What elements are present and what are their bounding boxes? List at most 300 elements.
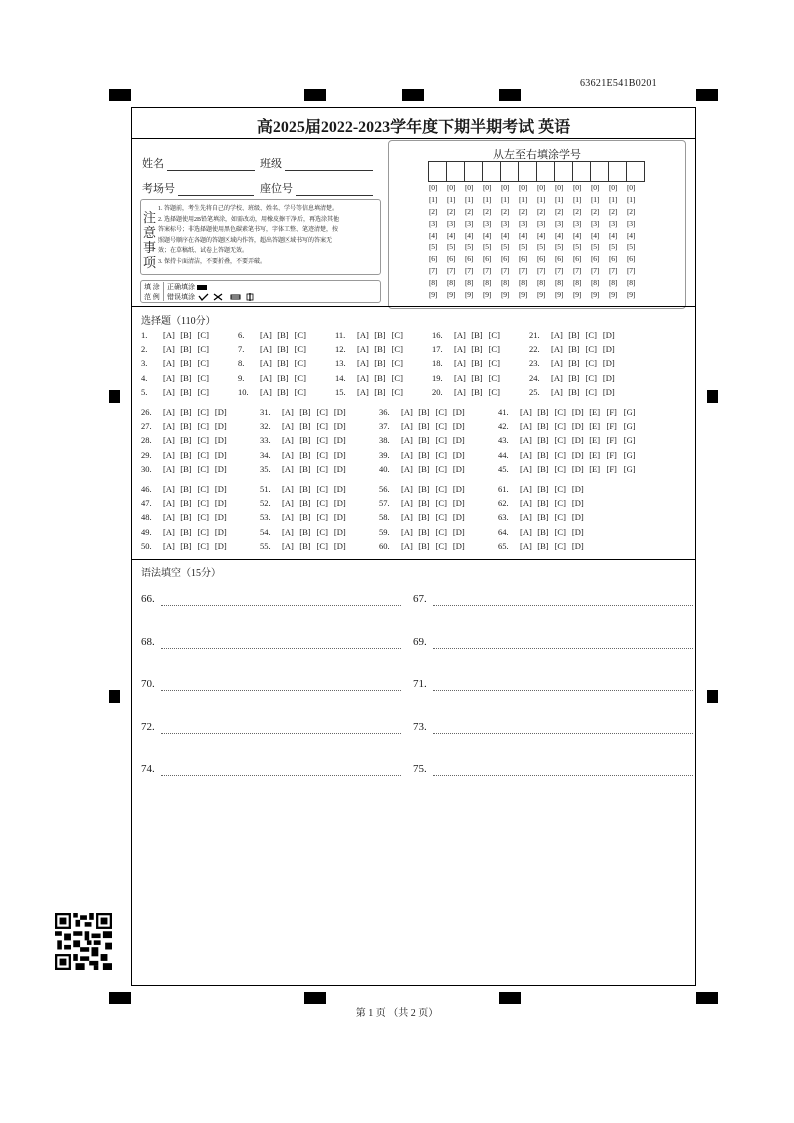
option-bubble-b[interactable]: [B] — [374, 330, 386, 340]
option-bubble-b[interactable]: [B] — [180, 463, 192, 474]
option-bubble-d[interactable]: [D] — [571, 484, 584, 494]
option-bubble-a[interactable]: [A] — [551, 344, 563, 355]
option-bubble-c[interactable]: [C] — [316, 407, 328, 417]
option-bubble-a[interactable]: [A] — [520, 463, 532, 474]
option-bubble-c[interactable]: [C] — [197, 435, 209, 446]
option-bubble-d[interactable]: [D] — [571, 435, 584, 446]
option-bubble-d[interactable]: [D] — [602, 386, 615, 397]
option-bubble-b[interactable]: [B] — [471, 330, 483, 340]
option-bubble-f[interactable]: [F] — [606, 421, 617, 432]
option-bubble-d[interactable]: [D] — [452, 484, 465, 494]
option-bubble-g[interactable]: [G] — [623, 435, 636, 446]
option-bubble-d[interactable]: [D] — [452, 512, 465, 523]
option-bubble-a[interactable]: [A] — [357, 372, 369, 383]
option-bubble-c[interactable]: [C] — [435, 484, 447, 494]
option-bubble-c[interactable]: [C] — [316, 449, 328, 460]
option-bubble-c[interactable]: [C] — [554, 498, 566, 509]
option-bubble-c[interactable]: [C] — [197, 421, 209, 432]
option-bubble-c[interactable]: [C] — [197, 372, 209, 383]
option-bubble-a[interactable]: [A] — [163, 372, 175, 383]
digit-bubble[interactable]: [2] — [555, 206, 564, 216]
option-bubble-b[interactable]: [B] — [374, 372, 386, 383]
option-bubble-d[interactable]: [D] — [333, 540, 346, 551]
option-bubble-d[interactable]: [D] — [214, 512, 227, 523]
option-bubble-e[interactable]: [E] — [589, 421, 601, 432]
option-bubble-d[interactable]: [D] — [452, 407, 465, 417]
option-bubble-b[interactable]: [B] — [471, 358, 483, 369]
option-bubble-f[interactable]: [F] — [606, 463, 617, 474]
option-bubble-c[interactable]: [C] — [391, 372, 403, 383]
option-bubble-c[interactable]: [C] — [554, 512, 566, 523]
option-bubble-b[interactable]: [B] — [418, 463, 430, 474]
student-id-cell[interactable] — [482, 161, 501, 182]
digit-bubble[interactable]: [4] — [483, 230, 492, 240]
seat-line[interactable] — [296, 184, 373, 196]
digit-bubble[interactable]: [5] — [501, 242, 510, 252]
option-bubble-d[interactable]: [D] — [571, 498, 584, 509]
option-bubble-b[interactable]: [B] — [180, 449, 192, 460]
digit-bubble[interactable]: [3] — [627, 218, 636, 228]
option-bubble-d[interactable]: [D] — [214, 484, 227, 494]
option-bubble-a[interactable]: [A] — [282, 498, 294, 509]
option-bubble-b[interactable]: [B] — [180, 344, 192, 355]
option-bubble-b[interactable]: [B] — [537, 484, 549, 494]
digit-bubble[interactable]: [4] — [501, 230, 510, 240]
option-bubble-a[interactable]: [A] — [401, 512, 413, 523]
option-bubble-c[interactable]: [C] — [197, 540, 209, 551]
option-bubble-c[interactable]: [C] — [316, 512, 328, 523]
digit-bubble[interactable]: [8] — [483, 278, 492, 288]
digit-bubble[interactable]: [5] — [483, 242, 492, 252]
digit-bubble[interactable]: [6] — [519, 254, 528, 264]
option-bubble-a[interactable]: [A] — [401, 526, 413, 537]
digit-bubble[interactable]: [8] — [627, 278, 636, 288]
digit-bubble[interactable]: [0] — [609, 183, 618, 192]
option-bubble-c[interactable]: [C] — [488, 330, 500, 340]
option-bubble-d[interactable]: [D] — [333, 421, 346, 432]
option-bubble-d[interactable]: [D] — [452, 498, 465, 509]
digit-bubble[interactable]: [0] — [573, 183, 582, 192]
digit-bubble[interactable]: [8] — [537, 278, 546, 288]
option-bubble-a[interactable]: [A] — [401, 435, 413, 446]
option-bubble-c[interactable]: [C] — [435, 526, 447, 537]
option-bubble-b[interactable]: [B] — [180, 498, 192, 509]
option-bubble-c[interactable]: [C] — [391, 386, 403, 397]
option-bubble-a[interactable]: [A] — [163, 449, 175, 460]
option-bubble-c[interactable]: [C] — [585, 330, 597, 340]
option-bubble-b[interactable]: [B] — [418, 435, 430, 446]
option-bubble-c[interactable]: [C] — [554, 421, 566, 432]
option-bubble-d[interactable]: [D] — [214, 435, 227, 446]
student-id-cell[interactable] — [626, 161, 645, 182]
digit-bubble[interactable]: [1] — [627, 194, 636, 204]
option-bubble-b[interactable]: [B] — [418, 484, 430, 494]
option-bubble-a[interactable]: [A] — [520, 407, 532, 417]
option-bubble-a[interactable]: [A] — [357, 344, 369, 355]
option-bubble-a[interactable]: [A] — [282, 407, 294, 417]
digit-bubble[interactable]: [8] — [429, 278, 438, 288]
digit-bubble[interactable]: [1] — [591, 194, 600, 204]
option-bubble-a[interactable]: [A] — [520, 498, 532, 509]
option-bubble-b[interactable]: [B] — [471, 344, 483, 355]
option-bubble-d[interactable]: [D] — [214, 421, 227, 432]
digit-bubble[interactable]: [9] — [483, 290, 492, 300]
option-bubble-a[interactable]: [A] — [163, 526, 175, 537]
digit-bubble[interactable]: [1] — [519, 194, 528, 204]
option-bubble-a[interactable]: [A] — [454, 358, 466, 369]
digit-bubble[interactable]: [8] — [465, 278, 474, 288]
option-bubble-d[interactable]: [D] — [333, 498, 346, 509]
digit-bubble[interactable]: [3] — [447, 218, 456, 228]
option-bubble-c[interactable]: [C] — [197, 344, 209, 355]
digit-bubble[interactable]: [3] — [591, 218, 600, 228]
option-bubble-c[interactable]: [C] — [197, 512, 209, 523]
option-bubble-f[interactable]: [F] — [606, 435, 617, 446]
digit-bubble[interactable]: [0] — [447, 183, 456, 192]
option-bubble-d[interactable]: [D] — [214, 449, 227, 460]
digit-bubble[interactable]: [1] — [465, 194, 474, 204]
option-bubble-a[interactable]: [A] — [401, 484, 413, 494]
option-bubble-b[interactable]: [B] — [299, 449, 311, 460]
option-bubble-c[interactable]: [C] — [435, 421, 447, 432]
digit-bubble[interactable]: [6] — [537, 254, 546, 264]
option-bubble-d[interactable]: [D] — [452, 463, 465, 474]
option-bubble-c[interactable]: [C] — [554, 407, 566, 417]
digit-bubble[interactable]: [7] — [609, 266, 618, 276]
digit-bubble[interactable]: [5] — [573, 242, 582, 252]
digit-bubble[interactable]: [4] — [519, 230, 528, 240]
grammar-answer-line[interactable] — [161, 648, 401, 649]
digit-bubble[interactable]: [0] — [483, 183, 492, 192]
option-bubble-a[interactable]: [A] — [357, 386, 369, 397]
digit-bubble[interactable]: [8] — [609, 278, 618, 288]
option-bubble-a[interactable]: [A] — [282, 540, 294, 551]
option-bubble-a[interactable]: [A] — [551, 386, 563, 397]
option-bubble-b[interactable]: [B] — [418, 540, 430, 551]
option-bubble-a[interactable]: [A] — [282, 421, 294, 432]
option-bubble-d[interactable]: [D] — [214, 526, 227, 537]
grammar-answer-line[interactable] — [433, 733, 693, 734]
digit-bubble[interactable]: [1] — [483, 194, 492, 204]
digit-bubble[interactable]: [9] — [555, 290, 564, 300]
option-bubble-a[interactable]: [A] — [260, 386, 272, 397]
option-bubble-d[interactable]: [D] — [214, 540, 227, 551]
digit-bubble[interactable]: [6] — [555, 254, 564, 264]
option-bubble-c[interactable]: [C] — [435, 498, 447, 509]
option-bubble-a[interactable]: [A] — [163, 421, 175, 432]
option-bubble-c[interactable]: [C] — [197, 526, 209, 537]
digit-bubble[interactable]: [0] — [555, 183, 564, 192]
option-bubble-c[interactable]: [C] — [294, 344, 306, 355]
digit-bubble[interactable]: [2] — [447, 206, 456, 216]
option-bubble-d[interactable]: [D] — [333, 463, 346, 474]
digit-bubble[interactable]: [2] — [519, 206, 528, 216]
grammar-answer-line[interactable] — [161, 605, 401, 606]
option-bubble-a[interactable]: [A] — [520, 512, 532, 523]
option-bubble-a[interactable]: [A] — [163, 358, 175, 369]
digit-bubble[interactable]: [1] — [609, 194, 618, 204]
digit-bubble[interactable]: [1] — [429, 194, 438, 204]
option-bubble-d[interactable]: [D] — [602, 372, 615, 383]
option-bubble-a[interactable]: [A] — [357, 330, 369, 340]
digit-bubble[interactable]: [8] — [447, 278, 456, 288]
option-bubble-a[interactable]: [A] — [163, 540, 175, 551]
option-bubble-g[interactable]: [G] — [623, 463, 636, 474]
option-bubble-b[interactable]: [B] — [299, 484, 311, 494]
option-bubble-a[interactable]: [A] — [454, 344, 466, 355]
option-bubble-b[interactable]: [B] — [537, 498, 549, 509]
option-bubble-c[interactable]: [C] — [197, 407, 209, 417]
option-bubble-d[interactable]: [D] — [452, 435, 465, 446]
digit-bubble[interactable]: [3] — [483, 218, 492, 228]
option-bubble-b[interactable]: [B] — [299, 540, 311, 551]
option-bubble-b[interactable]: [B] — [277, 358, 289, 369]
option-bubble-a[interactable]: [A] — [401, 449, 413, 460]
option-bubble-a[interactable]: [A] — [163, 407, 175, 417]
digit-bubble[interactable]: [9] — [429, 290, 438, 300]
option-bubble-a[interactable]: [A] — [401, 407, 413, 417]
option-bubble-c[interactable]: [C] — [435, 449, 447, 460]
option-bubble-b[interactable]: [B] — [568, 358, 580, 369]
option-bubble-c[interactable]: [C] — [488, 372, 500, 383]
option-bubble-b[interactable]: [B] — [418, 407, 430, 417]
option-bubble-d[interactable]: [D] — [452, 449, 465, 460]
option-bubble-a[interactable]: [A] — [551, 372, 563, 383]
option-bubble-d[interactable]: [D] — [452, 421, 465, 432]
option-bubble-d[interactable]: [D] — [571, 512, 584, 523]
digit-bubble[interactable]: [4] — [429, 230, 438, 240]
option-bubble-c[interactable]: [C] — [316, 463, 328, 474]
option-bubble-b[interactable]: [B] — [180, 386, 192, 397]
option-bubble-c[interactable]: [C] — [316, 421, 328, 432]
option-bubble-c[interactable]: [C] — [316, 540, 328, 551]
option-bubble-b[interactable]: [B] — [180, 526, 192, 537]
option-bubble-b[interactable]: [B] — [568, 344, 580, 355]
option-bubble-c[interactable]: [C] — [554, 435, 566, 446]
option-bubble-c[interactable]: [C] — [294, 372, 306, 383]
digit-bubble[interactable]: [9] — [501, 290, 510, 300]
digit-bubble[interactable]: [1] — [555, 194, 564, 204]
option-bubble-f[interactable]: [F] — [606, 449, 617, 460]
option-bubble-b[interactable]: [B] — [180, 512, 192, 523]
option-bubble-d[interactable]: [D] — [333, 484, 346, 494]
option-bubble-b[interactable]: [B] — [299, 463, 311, 474]
option-bubble-g[interactable]: [G] — [623, 421, 636, 432]
digit-bubble[interactable]: [7] — [465, 266, 474, 276]
option-bubble-d[interactable]: [D] — [571, 407, 584, 417]
option-bubble-a[interactable]: [A] — [163, 344, 175, 355]
option-bubble-c[interactable]: [C] — [391, 358, 403, 369]
digit-bubble[interactable]: [5] — [519, 242, 528, 252]
option-bubble-c[interactable]: [C] — [554, 484, 566, 494]
digit-bubble[interactable]: [6] — [591, 254, 600, 264]
student-id-cell[interactable] — [428, 161, 447, 182]
digit-bubble[interactable]: [5] — [447, 242, 456, 252]
student-id-cell[interactable] — [536, 161, 555, 182]
option-bubble-b[interactable]: [B] — [277, 372, 289, 383]
option-bubble-b[interactable]: [B] — [180, 407, 192, 417]
digit-bubble[interactable]: [3] — [501, 218, 510, 228]
option-bubble-a[interactable]: [A] — [401, 540, 413, 551]
digit-bubble[interactable]: [7] — [627, 266, 636, 276]
digit-bubble[interactable]: [8] — [501, 278, 510, 288]
option-bubble-b[interactable]: [B] — [568, 330, 580, 340]
option-bubble-c[interactable]: [C] — [316, 526, 328, 537]
digit-bubble[interactable]: [1] — [501, 194, 510, 204]
student-id-cell[interactable] — [446, 161, 465, 182]
option-bubble-f[interactable]: [F] — [606, 407, 617, 417]
option-bubble-a[interactable]: [A] — [401, 463, 413, 474]
option-bubble-b[interactable]: [B] — [418, 421, 430, 432]
exam-room-field[interactable] — [142, 180, 254, 196]
digit-bubble[interactable]: [9] — [627, 290, 636, 300]
digit-bubble[interactable]: [4] — [591, 230, 600, 240]
option-bubble-a[interactable]: [A] — [282, 484, 294, 494]
option-bubble-c[interactable]: [C] — [197, 463, 209, 474]
digit-bubble[interactable]: [4] — [573, 230, 582, 240]
class-line[interactable] — [285, 159, 373, 171]
option-bubble-c[interactable]: [C] — [435, 463, 447, 474]
digit-bubble[interactable]: [3] — [555, 218, 564, 228]
option-bubble-d[interactable]: [D] — [452, 540, 465, 551]
option-bubble-b[interactable]: [B] — [537, 435, 549, 446]
digit-bubble[interactable]: [4] — [537, 230, 546, 240]
option-bubble-c[interactable]: [C] — [585, 358, 597, 369]
option-bubble-b[interactable]: [B] — [277, 344, 289, 355]
option-bubble-c[interactable]: [C] — [391, 344, 403, 355]
option-bubble-a[interactable]: [A] — [260, 344, 272, 355]
digit-bubble[interactable]: [6] — [465, 254, 474, 264]
option-bubble-d[interactable]: [D] — [333, 407, 346, 417]
option-bubble-b[interactable]: [B] — [180, 421, 192, 432]
option-bubble-c[interactable]: [C] — [488, 358, 500, 369]
grammar-answer-line[interactable] — [433, 775, 693, 776]
digit-bubble[interactable]: [0] — [429, 183, 438, 192]
option-bubble-b[interactable]: [B] — [299, 407, 311, 417]
option-bubble-a[interactable]: [A] — [282, 463, 294, 474]
option-bubble-c[interactable]: [C] — [435, 407, 447, 417]
digit-bubble[interactable]: [4] — [447, 230, 456, 240]
digit-bubble[interactable]: [2] — [591, 206, 600, 216]
option-bubble-b[interactable]: [B] — [299, 498, 311, 509]
option-bubble-d[interactable]: [D] — [333, 435, 346, 446]
option-bubble-b[interactable]: [B] — [537, 421, 549, 432]
option-bubble-c[interactable]: [C] — [316, 498, 328, 509]
option-bubble-c[interactable]: [C] — [294, 358, 306, 369]
option-bubble-d[interactable]: [D] — [452, 526, 465, 537]
option-bubble-b[interactable]: [B] — [299, 512, 311, 523]
option-bubble-e[interactable]: [E] — [589, 435, 601, 446]
option-bubble-b[interactable]: [B] — [299, 421, 311, 432]
option-bubble-c[interactable]: [C] — [554, 526, 566, 537]
option-bubble-b[interactable]: [B] — [537, 512, 549, 523]
digit-bubble[interactable]: [2] — [609, 206, 618, 216]
option-bubble-c[interactable]: [C] — [197, 386, 209, 397]
option-bubble-b[interactable]: [B] — [537, 526, 549, 537]
digit-bubble[interactable]: [7] — [519, 266, 528, 276]
digit-bubble[interactable]: [8] — [555, 278, 564, 288]
class-field[interactable] — [260, 155, 373, 171]
option-bubble-b[interactable]: [B] — [180, 330, 192, 340]
option-bubble-b[interactable]: [B] — [471, 386, 483, 397]
digit-bubble[interactable]: [9] — [447, 290, 456, 300]
digit-bubble[interactable]: [4] — [555, 230, 564, 240]
grammar-answer-line[interactable] — [161, 775, 401, 776]
digit-bubble[interactable]: [2] — [483, 206, 492, 216]
option-bubble-c[interactable]: [C] — [488, 386, 500, 397]
option-bubble-a[interactable]: [A] — [357, 358, 369, 369]
option-bubble-b[interactable]: [B] — [537, 449, 549, 460]
digit-bubble[interactable]: [4] — [609, 230, 618, 240]
option-bubble-c[interactable]: [C] — [435, 512, 447, 523]
digit-bubble[interactable]: [5] — [537, 242, 546, 252]
option-bubble-d[interactable]: [D] — [214, 498, 227, 509]
option-bubble-b[interactable]: [B] — [418, 512, 430, 523]
digit-bubble[interactable]: [0] — [501, 183, 510, 192]
student-id-cell[interactable] — [464, 161, 483, 182]
option-bubble-b[interactable]: [B] — [418, 449, 430, 460]
digit-bubble[interactable]: [9] — [465, 290, 474, 300]
option-bubble-c[interactable]: [C] — [197, 358, 209, 369]
digit-bubble[interactable]: [5] — [429, 242, 438, 252]
option-bubble-a[interactable]: [A] — [260, 372, 272, 383]
digit-bubble[interactable]: [8] — [591, 278, 600, 288]
name-field[interactable] — [142, 155, 255, 171]
option-bubble-a[interactable]: [A] — [401, 498, 413, 509]
option-bubble-d[interactable]: [D] — [214, 407, 227, 417]
option-bubble-c[interactable]: [C] — [554, 449, 566, 460]
option-bubble-a[interactable]: [A] — [551, 358, 563, 369]
student-id-cell[interactable] — [500, 161, 519, 182]
digit-bubble[interactable]: [0] — [465, 183, 474, 192]
option-bubble-a[interactable]: [A] — [282, 512, 294, 523]
option-bubble-b[interactable]: [B] — [374, 386, 386, 397]
seat-field[interactable] — [260, 180, 373, 196]
option-bubble-c[interactable]: [C] — [294, 330, 306, 340]
option-bubble-c[interactable]: [C] — [435, 435, 447, 446]
digit-bubble[interactable]: [7] — [501, 266, 510, 276]
student-id-cell[interactable] — [608, 161, 627, 182]
option-bubble-e[interactable]: [E] — [589, 463, 601, 474]
digit-bubble[interactable]: [3] — [537, 218, 546, 228]
student-id-cell[interactable] — [590, 161, 609, 182]
student-id-cell[interactable] — [554, 161, 573, 182]
option-bubble-d[interactable]: [D] — [571, 421, 584, 432]
digit-bubble[interactable]: [3] — [609, 218, 618, 228]
option-bubble-b[interactable]: [B] — [418, 526, 430, 537]
option-bubble-b[interactable]: [B] — [537, 407, 549, 417]
name-line[interactable] — [167, 159, 255, 171]
option-bubble-c[interactable]: [C] — [197, 484, 209, 494]
student-id-cell[interactable] — [518, 161, 537, 182]
option-bubble-b[interactable]: [B] — [568, 386, 580, 397]
option-bubble-c[interactable]: [C] — [554, 463, 566, 474]
option-bubble-c[interactable]: [C] — [585, 386, 597, 397]
option-bubble-a[interactable]: [A] — [401, 421, 413, 432]
option-bubble-a[interactable]: [A] — [163, 484, 175, 494]
option-bubble-d[interactable]: [D] — [602, 344, 615, 355]
option-bubble-a[interactable]: [A] — [163, 330, 175, 340]
option-bubble-b[interactable]: [B] — [299, 526, 311, 537]
option-bubble-b[interactable]: [B] — [180, 358, 192, 369]
digit-bubble[interactable]: [2] — [573, 206, 582, 216]
option-bubble-c[interactable]: [C] — [197, 449, 209, 460]
option-bubble-b[interactable]: [B] — [374, 358, 386, 369]
option-bubble-b[interactable]: [B] — [180, 540, 192, 551]
grammar-answer-line[interactable] — [433, 648, 693, 649]
option-bubble-c[interactable]: [C] — [316, 484, 328, 494]
digit-bubble[interactable]: [2] — [501, 206, 510, 216]
